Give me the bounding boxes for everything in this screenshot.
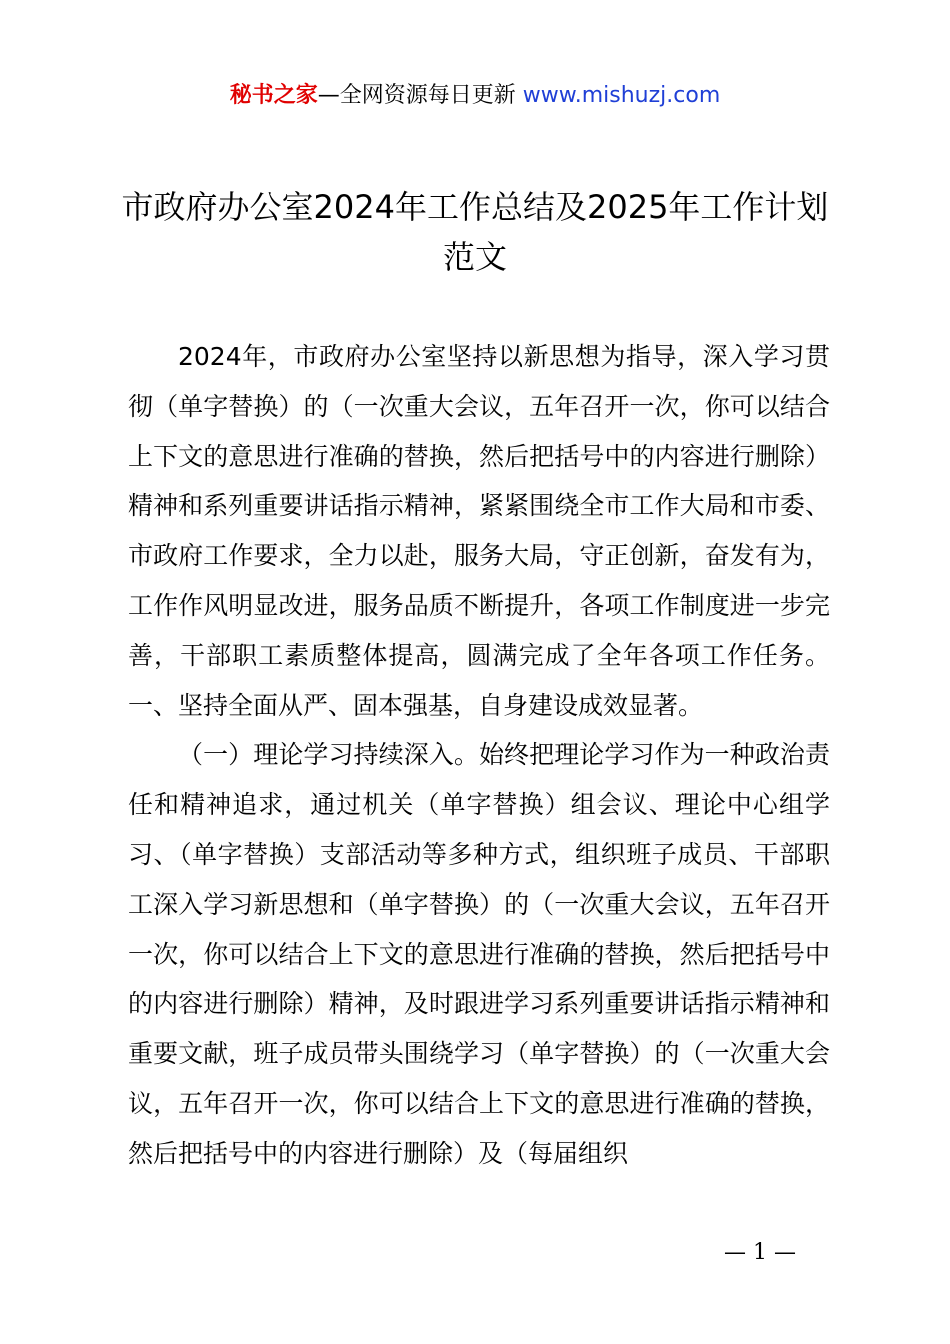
site-watermark-header (0, 80, 950, 112)
page-number: — 1 — (724, 1240, 796, 1265)
paragraph-2: （一）理论学习持续深入。始终把理论学习作为一种政治责任和精神追求，通过机关（单字替换）组会议、理论中心组学习、（单字替换）支部活动等多种方式，组织班子成员、干部职工深入学习新思想和（单字替换）的（一次重大会议，五年召开一次，你可以结合上下文的意思进行准确的替换，然后把括号中的内容进行删除）精神，及时跟进学习系列重要讲话指示精神和重要文献，班子成员带头围绕学习（单字替换）的（一次重大会议，五年召开一次，你可以结合上下文的意思进行准确的替换，然后把括号中的内容进行删除）及（每届组织 (128, 740, 830, 1168)
paragraph-1: 2024年，市政府办公室坚持以新思想为指导，深入学习贯彻（单字替换）的（一次重大会议，五年召开一次，你可以结合上下文的意思进行准确的替换，然后把括号中的内容进行删除）精神和系列重要讲话指示精神，紧紧围绕全市工作大局和市委、市政府工作要求，全力以赴，服务大局，守正创新，奋发有为，工作作风明显改进，服务品质不断提升，各项工作制度进一步完善，干部职工素质整体提高，圆满完成了全年各项工作任务。一、坚持全面从严、固本强基，自身建设成效显著。 (128, 342, 830, 720)
document-title: 市政府办公室2024年工作总结及2025年工作计划范文 (121, 188, 829, 276)
site-url: www.mishuzj.com (522, 83, 721, 108)
site-brand: 秘书之家 (229, 83, 318, 108)
site-slogan: —全网资源每日更新 (317, 83, 523, 108)
document-body (128, 332, 830, 1179)
